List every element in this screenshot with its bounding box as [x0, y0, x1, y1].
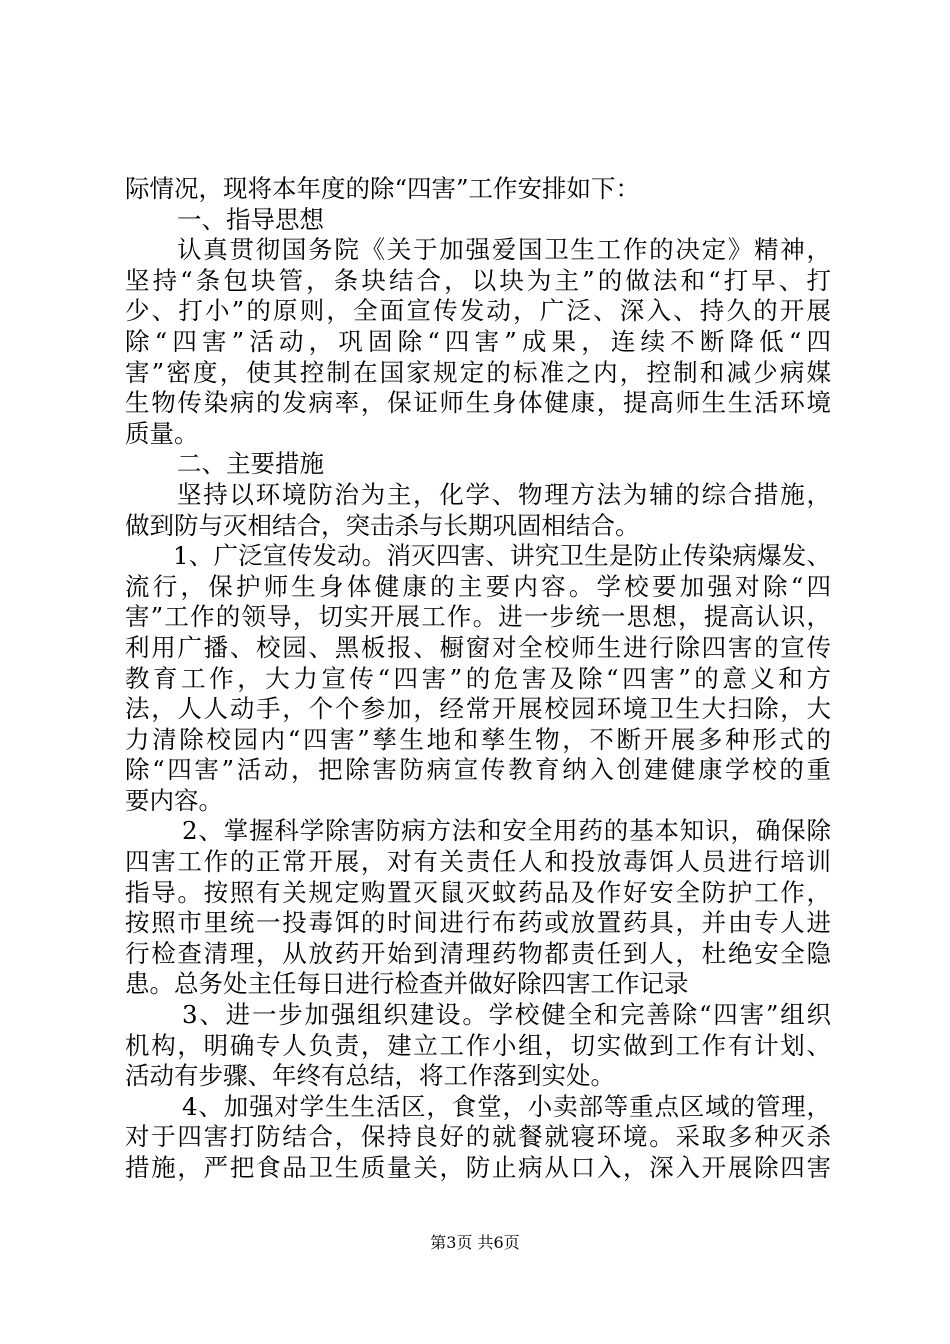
body-line: 除“四害”活动，把除害防病宣传教育纳入创建健康学校的重: [125, 755, 831, 785]
body-line: 措施，严把食品卫生质量关，防止病从口入，深入开展除四害: [125, 1153, 831, 1182]
body-line: 力清除校园内“四害”孳生地和孳生物，不断开展多种形式的: [125, 724, 831, 754]
body-line: 行检查清理，从放药开始到清理药物都责任到人，杜绝安全隐: [125, 938, 831, 968]
body-line: 认真贯彻国务院《关于加强爱国卫生工作的决定》精神，: [177, 235, 831, 265]
body-line: 要内容。: [125, 785, 223, 815]
document-body: [125, 174, 831, 1184]
body-line: 患。总务处主任每日进行检查并做好除四害工作记录: [125, 969, 689, 999]
body-line: 机构，明确专人负责，建立工作小组，切实做到工作有计划、: [125, 1030, 831, 1060]
body-line: 指导。按照有关规定购置灭鼠灭蚊药品及作好安全防护工作，: [125, 877, 831, 907]
body-line: 3、进一步加强组织建设。学校健全和完善除“四害”组织: [182, 1000, 831, 1030]
body-line: 坚持以环境防治为主，化学、物理方法为辅的综合措施，: [177, 479, 831, 509]
body-line: 少、打小”的原则，全面宣传发动，广泛、深入、持久的开展: [125, 296, 831, 326]
body-line: 对于四害打防结合，保持良好的就餐就寝环境。采取多种灭杀: [125, 1122, 831, 1152]
body-line: 害”密度，使其控制在国家规定的标准之内，控制和减少病媒: [125, 357, 831, 387]
body-line: 害”工作的领导，切实开展工作。进一步统一思想，提高认识，: [125, 602, 831, 632]
body-line: 做到防与灭相结合，突击杀与长期巩固相结合。: [125, 510, 640, 540]
body-line: 流行，保护师生身体健康的主要内容。学校要加强对除“四: [125, 571, 831, 601]
body-line: 际情况，现将本年度的除“四害”工作安排如下：: [125, 174, 641, 203]
body-line: 按照市里统一投毒饵的时间进行布药或放置药具，并由专人进: [125, 908, 831, 938]
body-line: 质量。: [125, 418, 199, 448]
section-heading-main-measures: 二、主要措施: [177, 449, 324, 479]
body-line: 教育工作，大力宣传“四害”的危害及除“四害”的意义和方: [125, 663, 831, 693]
body-line: 生物传染病的发病率，保证师生身体健康，提高师生生活环境: [125, 388, 831, 418]
body-line: 除“四害”活动，巩固除“四害”成果，连续不断降低“四: [125, 326, 831, 356]
body-line: 四害工作的正常开展，对有关责任人和投放毒饵人员进行培训: [125, 847, 831, 877]
body-line: 1、广泛宣传发动。消灭四害、讲究卫生是防止传染病爆发、: [173, 541, 831, 571]
body-line: 2、掌握科学除害防病方法和安全用药的基本知识，确保除: [182, 816, 831, 846]
body-line: 利用广播、校园、黑板报、橱窗对全校师生进行除四害的宣传: [125, 632, 831, 662]
body-line: 法，人人动手，个个参加，经常开展校园环境卫生大扫除，大: [125, 694, 831, 724]
body-line: 活动有步骤、年终有总结，将工作落到实处。: [125, 1061, 615, 1091]
section-heading-guiding-thought: 一、指导思想: [177, 204, 324, 234]
body-line: 4、加强对学生生活区，食堂，小卖部等重点区域的管理，: [182, 1091, 831, 1121]
page-number-footer: 第3页 共6页: [430, 1233, 520, 1252]
body-line: 坚持“条包块管，条块结合，以块为主”的做法和“打早、打: [125, 265, 831, 295]
